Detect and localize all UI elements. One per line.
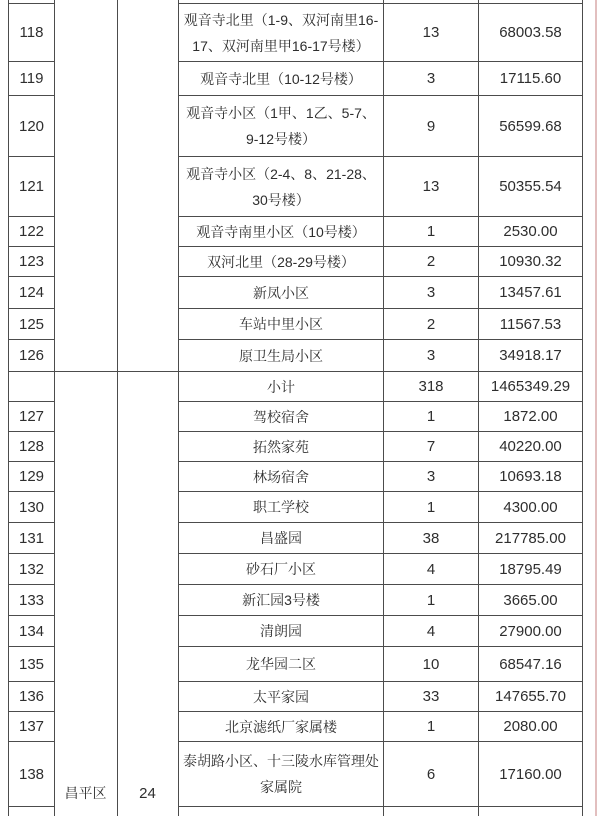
row-number-cell: 136: [8, 682, 54, 712]
row-number-cell: 127: [8, 402, 54, 432]
community-name-cell: 驾校宿舍: [178, 402, 383, 432]
district-column-cell: [54, 309, 117, 340]
community-name-cell: 砂石厂小区: [178, 554, 383, 585]
row-number-cell: 122: [8, 217, 54, 247]
district-column-cell: [54, 402, 117, 432]
community-name-cell: 北京滤纸厂家属楼: [178, 712, 383, 742]
district-count-column-cell: [117, 247, 178, 277]
row-number-cell: 133: [8, 585, 54, 616]
unit-count-cell: 13: [383, 4, 478, 62]
table-row: [8, 340, 583, 372]
district-count-column-cell: [117, 340, 178, 372]
district-column-cell: [54, 157, 117, 217]
community-name-cell: 车站中里小区: [178, 309, 383, 340]
district-count-column-cell: [117, 96, 178, 157]
unit-count-cell: 1: [383, 585, 478, 616]
community-name-cell: 林场宿舍: [178, 462, 383, 492]
unit-count-cell: 7: [383, 432, 478, 462]
table-row: [8, 157, 583, 217]
row-number-cell: 135: [8, 647, 54, 682]
community-name-cell: 新凤小区: [178, 277, 383, 309]
district-column-cell: [54, 682, 117, 712]
district-count-column-cell: [117, 554, 178, 585]
row-number-cell: 121: [8, 157, 54, 217]
district-column-cell: [54, 372, 117, 402]
table-row-cutoff-bottom: [8, 807, 583, 816]
district-count-label: 24: [139, 784, 156, 802]
district-column-cell: [54, 712, 117, 742]
table-row: [8, 647, 583, 682]
district-count-column-cell: [117, 462, 178, 492]
district-column-cell: [54, 217, 117, 247]
amount-cell: 10693.18: [478, 462, 583, 492]
table-row: [8, 247, 583, 277]
community-name-cell: 拓然家苑: [178, 432, 383, 462]
row-number-cell: 125: [8, 309, 54, 340]
amount-cell: 68003.58: [478, 4, 583, 62]
unit-count-cell: 3: [383, 277, 478, 309]
amount-cell: [478, 807, 583, 816]
unit-count-cell: 10: [383, 647, 478, 682]
amount-cell: 4300.00: [478, 492, 583, 523]
district-count-column-cell: [117, 62, 178, 96]
table-row-subtotal: [8, 372, 583, 402]
row-number-cell: 120: [8, 96, 54, 157]
unit-count-cell: 9: [383, 96, 478, 157]
row-number-cell: 134: [8, 616, 54, 647]
housing-data-table: [8, 0, 583, 816]
community-name-cell: 龙华园二区: [178, 647, 383, 682]
district-column-cell: [54, 4, 117, 62]
amount-cell: 17160.00: [478, 742, 583, 807]
table-row: [8, 402, 583, 432]
community-name-cell: 观音寺小区（1甲、1乙、5-7、9-12号楼）: [178, 96, 383, 157]
row-number-cell: 123: [8, 247, 54, 277]
community-name-cell: 太平家园: [178, 682, 383, 712]
district-count-column-cell: [117, 157, 178, 217]
unit-count-cell: 33: [383, 682, 478, 712]
amount-cell: 147655.70: [478, 682, 583, 712]
community-name-cell: 职工学校: [178, 492, 383, 523]
table-row: [8, 4, 583, 62]
unit-count-cell: 38: [383, 523, 478, 554]
district-column-cell: [54, 523, 117, 554]
unit-count-cell: [383, 807, 478, 816]
unit-count-cell: 13: [383, 157, 478, 217]
subtotal-label-cell: 小计: [178, 372, 383, 402]
district-column-cell: [54, 62, 117, 96]
amount-cell: 68547.16: [478, 647, 583, 682]
district-count-column-cell: [117, 492, 178, 523]
amount-cell: 18795.49: [478, 554, 583, 585]
district-name-label: 昌平区: [64, 785, 107, 801]
district-count-column-cell: [117, 432, 178, 462]
table-row: [8, 492, 583, 523]
amount-cell: 10930.32: [478, 247, 583, 277]
unit-count-cell: 4: [383, 616, 478, 647]
row-number-cell: 118: [8, 4, 54, 62]
district-count-column-cell: [117, 585, 178, 616]
district-column-cell: [54, 554, 117, 585]
table-row: [8, 462, 583, 492]
district-column-cell: [54, 96, 117, 157]
amount-cell: 11567.53: [478, 309, 583, 340]
amount-cell: 1465349.29: [478, 372, 583, 402]
unit-count-cell: 1: [383, 712, 478, 742]
table-row: [8, 712, 583, 742]
district-column-cell: [54, 492, 117, 523]
table-row: [8, 554, 583, 585]
table-row: [8, 432, 583, 462]
amount-cell: 27900.00: [478, 616, 583, 647]
table-row: [8, 62, 583, 96]
table-row: [8, 682, 583, 712]
community-name-cell: 双河北里（28-29号楼）: [178, 247, 383, 277]
district-column-cell: [54, 807, 117, 816]
row-number-cell: 132: [8, 554, 54, 585]
amount-cell: 3665.00: [478, 585, 583, 616]
district-count-column-cell: [117, 309, 178, 340]
district-count-column-cell: [117, 682, 178, 712]
community-name-cell: 观音寺北里（10-12号楼）: [178, 62, 383, 96]
community-name-cell: 观音寺小区（2-4、8、21-28、30号楼）: [178, 157, 383, 217]
table-row: [8, 277, 583, 309]
district-column-cell: [54, 247, 117, 277]
community-name-cell: 清朗园: [178, 616, 383, 647]
district-count-column-cell: [117, 616, 178, 647]
table-row: [8, 523, 583, 554]
row-number-cell: 126: [8, 340, 54, 372]
table-row: [8, 217, 583, 247]
unit-count-cell: 1: [383, 492, 478, 523]
row-number-cell: 137: [8, 712, 54, 742]
district-count-column-cell: [117, 277, 178, 309]
community-name-cell: 泰胡路小区、十三陵水库管理处家属院: [178, 742, 383, 807]
district-count-column-cell: [117, 712, 178, 742]
amount-cell: 217785.00: [478, 523, 583, 554]
amount-cell: 13457.61: [478, 277, 583, 309]
community-name-cell: 昌盛园: [178, 523, 383, 554]
district-count-column-cell: [117, 372, 178, 402]
amount-cell: 34918.17: [478, 340, 583, 372]
row-number-cell: [8, 807, 54, 816]
row-number-cell: 129: [8, 462, 54, 492]
district-count-column-cell: [117, 4, 178, 62]
district-count-column-cell: [117, 523, 178, 554]
amount-cell: 50355.54: [478, 157, 583, 217]
community-name-cell: [178, 807, 383, 816]
row-number-cell: 124: [8, 277, 54, 309]
district-count-column-cell: [117, 807, 178, 816]
amount-cell: 56599.68: [478, 96, 583, 157]
amount-cell: 1872.00: [478, 402, 583, 432]
row-number-cell: 128: [8, 432, 54, 462]
unit-count-cell: 6: [383, 742, 478, 807]
amount-cell: 17115.60: [478, 62, 583, 96]
district-count-column-cell: [117, 402, 178, 432]
table-row: [8, 309, 583, 340]
district-column-cell: [54, 616, 117, 647]
subtotal-number-cell: [8, 372, 54, 402]
row-number-cell: 131: [8, 523, 54, 554]
table-row: [8, 96, 583, 157]
row-number-cell: 138: [8, 742, 54, 807]
unit-count-cell: 2: [383, 247, 478, 277]
community-name-cell: 观音寺北里（1-9、双河南里16-17、双河南里甲16-17号楼）: [178, 4, 383, 62]
community-name-cell: 新汇园3号楼: [178, 585, 383, 616]
amount-cell: 2080.00: [478, 712, 583, 742]
district-column-cell: [54, 340, 117, 372]
district-column-cell: [54, 462, 117, 492]
table-row: [8, 616, 583, 647]
district-column-cell: [54, 277, 117, 309]
district-column-cell: [54, 585, 117, 616]
district-count-column-cell: [117, 647, 178, 682]
amount-cell: 2530.00: [478, 217, 583, 247]
unit-count-cell: 2: [383, 309, 478, 340]
community-name-cell: 观音寺南里小区（10号楼）: [178, 217, 383, 247]
unit-count-cell: 3: [383, 340, 478, 372]
amount-cell: 40220.00: [478, 432, 583, 462]
unit-count-cell: 1: [383, 217, 478, 247]
row-number-cell: 119: [8, 62, 54, 96]
unit-count-cell: 4: [383, 554, 478, 585]
unit-count-cell: 318: [383, 372, 478, 402]
row-number-cell: 130: [8, 492, 54, 523]
district-count-column-cell: [117, 217, 178, 247]
table-row: [8, 585, 583, 616]
unit-count-cell: 1: [383, 402, 478, 432]
red-guide-line: [595, 0, 597, 816]
unit-count-cell: 3: [383, 62, 478, 96]
district-column-cell: [54, 647, 117, 682]
district-column-cell: [54, 432, 117, 462]
community-name-cell: 原卫生局小区: [178, 340, 383, 372]
unit-count-cell: 3: [383, 462, 478, 492]
